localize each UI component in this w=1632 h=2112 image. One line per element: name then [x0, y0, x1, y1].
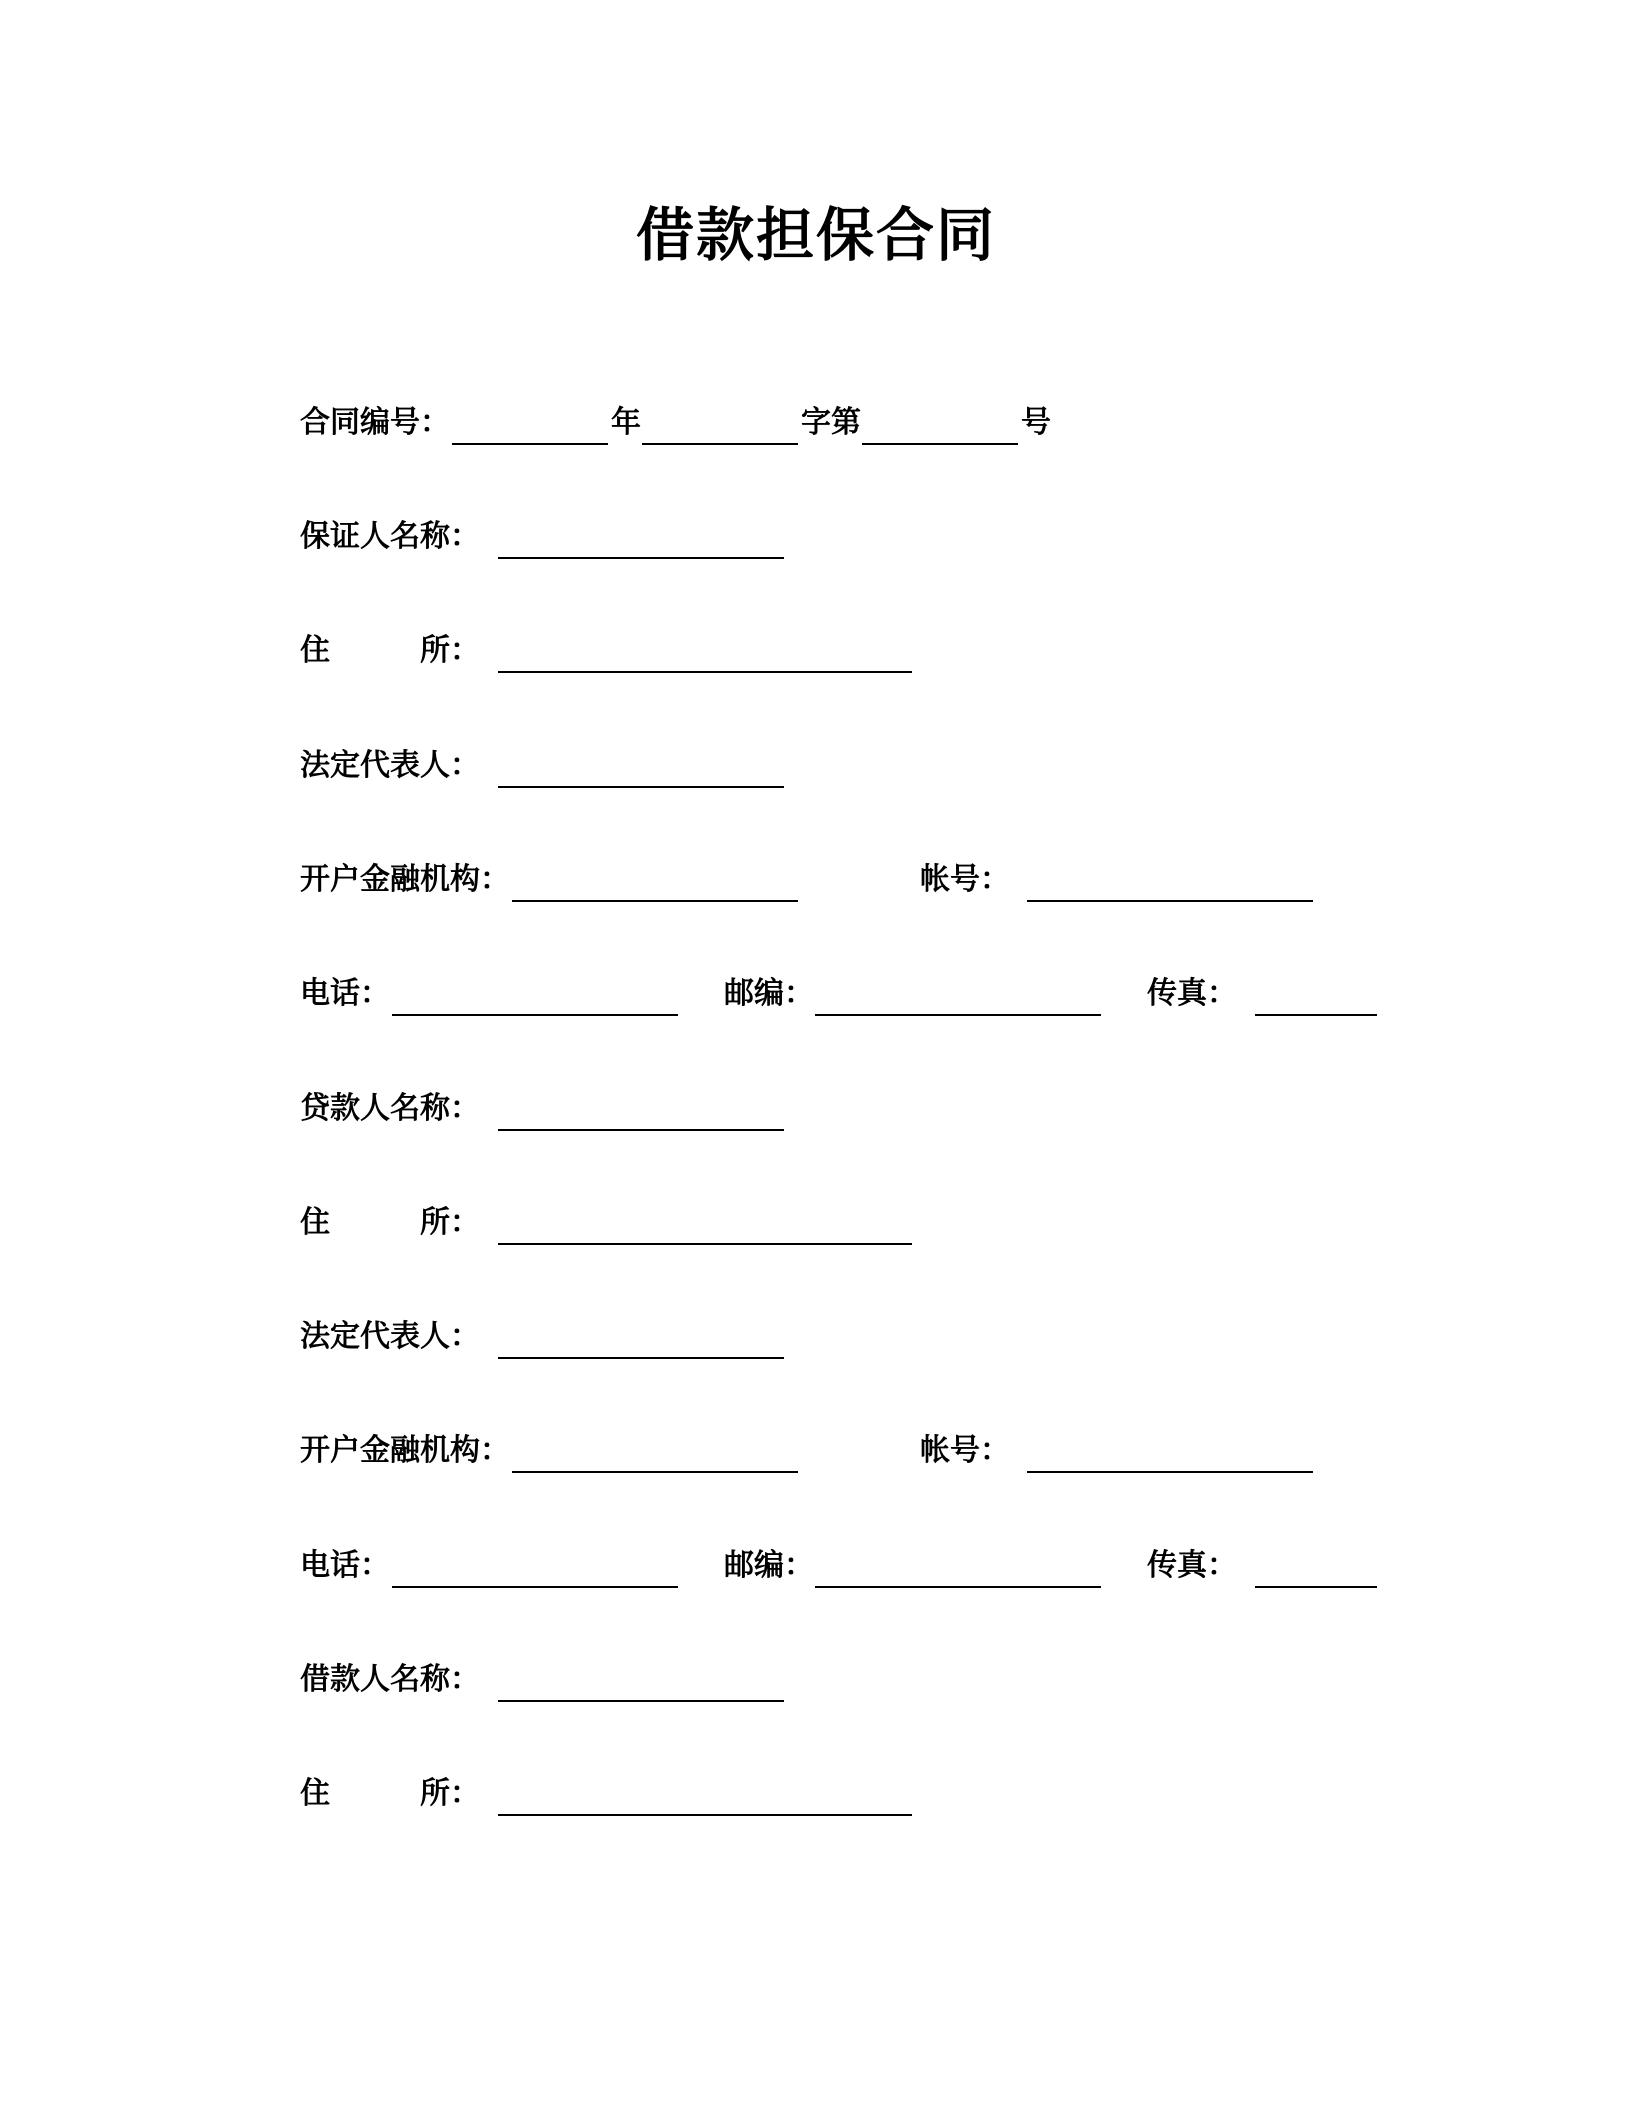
lender-phone-label: 电话：: [300, 1548, 390, 1583]
guarantor-rep-label: 法定代表人：: [300, 748, 480, 783]
contract-no-hao-label: 号: [1021, 405, 1051, 440]
guarantor-bank-blank[interactable]: [512, 900, 798, 902]
lender-phone-blank[interactable]: [392, 1586, 678, 1588]
lender-bank-label: 开户金融机构：: [300, 1433, 510, 1468]
guarantor-name-blank[interactable]: [498, 557, 784, 559]
document-title: 借款担保合同: [635, 201, 996, 269]
guarantor-postcode-blank[interactable]: [815, 1014, 1101, 1016]
contract-no-year-label: 年: [611, 405, 641, 440]
borrower-address-label-b: 所：: [420, 1776, 480, 1811]
borrower-address-label-a: 住: [300, 1776, 330, 1811]
guarantor-phone-label: 电话：: [300, 976, 390, 1011]
lender-address-label-a: 住: [300, 1205, 330, 1240]
lender-bank-blank[interactable]: [512, 1471, 798, 1473]
contract-no-zidi-label: 字第: [801, 405, 861, 440]
guarantor-address-label-b: 所：: [420, 633, 480, 668]
borrower-name-label: 借款人名称：: [300, 1662, 480, 1697]
guarantor-phone-blank[interactable]: [392, 1014, 678, 1016]
guarantor-rep-blank[interactable]: [498, 786, 784, 788]
guarantor-postcode-label: 邮编：: [724, 976, 814, 1011]
lender-address-blank[interactable]: [498, 1243, 912, 1245]
guarantor-fax-blank[interactable]: [1255, 1014, 1377, 1016]
lender-rep-blank[interactable]: [498, 1357, 784, 1359]
guarantor-fax-label: 传真：: [1147, 976, 1237, 1011]
lender-name-label: 贷款人名称：: [300, 1091, 480, 1126]
lender-postcode-blank[interactable]: [815, 1586, 1101, 1588]
contract-no-number-blank[interactable]: [862, 443, 1018, 445]
lender-fax-label: 传真：: [1147, 1548, 1237, 1583]
contract-no-label: 合同编号：: [300, 405, 450, 440]
guarantor-bank-label: 开户金融机构：: [300, 862, 510, 897]
guarantor-name-label: 保证人名称：: [300, 519, 480, 554]
lender-postcode-label: 邮编：: [724, 1548, 814, 1583]
guarantor-account-blank[interactable]: [1027, 900, 1313, 902]
lender-fax-blank[interactable]: [1255, 1586, 1377, 1588]
lender-rep-label: 法定代表人：: [300, 1319, 480, 1354]
guarantor-address-blank[interactable]: [498, 671, 912, 673]
contract-no-zi-blank[interactable]: [642, 443, 798, 445]
lender-name-blank[interactable]: [498, 1129, 784, 1131]
lender-address-label-b: 所：: [420, 1205, 480, 1240]
lender-account-label: 帐号：: [920, 1433, 1010, 1468]
guarantor-address-label-a: 住: [300, 633, 330, 668]
guarantor-account-label: 帐号：: [920, 862, 1010, 897]
contract-no-year-blank[interactable]: [452, 443, 608, 445]
borrower-name-blank[interactable]: [498, 1700, 784, 1702]
borrower-address-blank[interactable]: [498, 1814, 912, 1816]
lender-account-blank[interactable]: [1027, 1471, 1313, 1473]
